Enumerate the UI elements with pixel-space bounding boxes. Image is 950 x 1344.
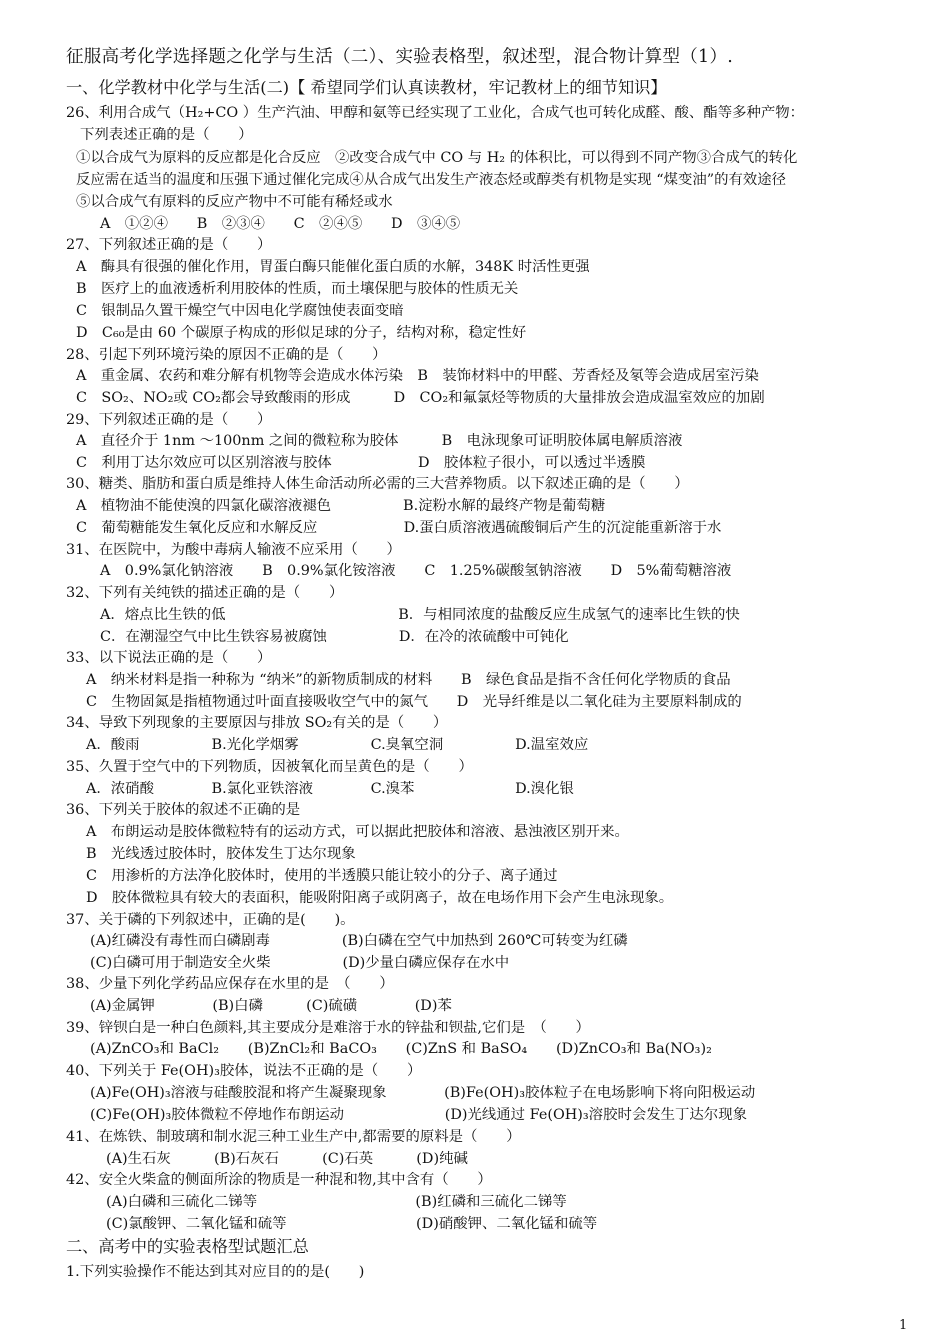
question-line: C 用渗析的方法净化胶体时，使用的半透膜只能让较小的分子、离子通过 xyxy=(86,868,558,884)
question-line: C．在潮湿空气中比生铁容易被腐蚀 D．在冷的浓硫酸中可钝化 xyxy=(100,629,569,645)
question-line: (A)金属钾 (B)白磷 (C)硫磺 (D)苯 xyxy=(90,998,452,1014)
question-line: A 直径介于 1nm ～100nm 之间的微粒称为胶体 B 电泳现象可证明胶体属电解质溶液 xyxy=(76,433,683,449)
question-line: (A)ZnCO₃和 BaCl₂ (B)ZnCl₂和 BaCO₃ (C)ZnS 和 BaSO₄ (D)ZnCO₃和 Ba(NO₃)₂ xyxy=(90,1041,712,1057)
question-line: B 医疗上的血液透析利用胶体的性质，而土壤保肥与胶体的性质无关 xyxy=(76,281,519,297)
question-line: D C₆₀是由 60 个碳原子构成的形似足球的分子，结构对称，稳定性好 xyxy=(76,325,527,341)
question-line: 下列表述正确的是（ ） xyxy=(80,127,253,143)
question-line: A 酶具有很强的催化作用，胃蛋白酶只能催化蛋白质的水解，348K 时活性更强 xyxy=(76,259,590,275)
question-line: (A)生石灰 (B)石灰石 (C)石英 (D)纯碱 xyxy=(106,1151,468,1167)
question-line: C 利用丁达尔效应可以区别溶液与胶体 D 胶体粒子很小，可以透过半透膜 xyxy=(76,455,646,471)
question-line: 34、导致下列现象的主要原因与排放 SO₂有关的是（ ） xyxy=(66,715,448,731)
page-title: 征服高考化学选择题之化学与生活（二）、实验表格型，叙述型，混合物计算型（1）. xyxy=(66,47,734,67)
question-line: 39、锌钡白是一种白色颜料,其主要成分是难溶于水的锌盐和钡盐,它们是 （ ） xyxy=(66,1020,590,1036)
question-line: (C)白磷可用于制造安全火柴 (D)少量白磷应保存在水中 xyxy=(90,955,510,971)
question-line: 28、引起下列环境污染的原因不正确的是（ ） xyxy=(66,347,387,363)
question-line: B 光线透过胶体时，胶体发生丁达尔现象 xyxy=(86,846,356,862)
question-line: 37、关于磷的下列叙述中，正确的是( )。 xyxy=(66,912,355,928)
question-line: C SO₂、NO₂或 CO₂都会导致酸雨的形成 D CO₂和氟氯烃等物质的大量排放会造成温室效应的加剧 xyxy=(76,390,765,406)
question-line: 38、少量下列化学药品应保存在水里的是 （ ） xyxy=(66,976,394,992)
question-line: A 布朗运动是胶体微粒特有的运动方式，可以据此把胶体和溶液、悬浊液区别开来。 xyxy=(86,824,629,840)
question-line: A．熔点比生铁的低 B．与相同浓度的盐酸反应生成氢气的速率比生铁的快 xyxy=(100,607,740,623)
question-line: A 重金属、农药和难分解有机物等会造成水体污染 B 装饰材料中的甲醛、芳香烃及氡等会造成居室污染 xyxy=(76,368,759,384)
question-line: A ①②④ B ②③④ C ②④⑤ D ③④⑤ xyxy=(100,216,461,232)
page-number: 1 xyxy=(899,1318,908,1333)
section-heading-2: 二、高考中的实验表格型试题汇总 xyxy=(66,1237,309,1256)
question-line: A．浓硝酸 B.氯化亚铁溶液 C.溴苯 D.溴化银 xyxy=(86,781,574,797)
question-line: 26、利用合成气（H₂+CO ）生产汽油、甲醇和氨等已经实现了工业化，合成气也可转化成醛、酸、酯等多种产物： xyxy=(66,105,805,121)
question-line: 41、在炼铁、制玻璃和制水泥三种工业生产中,都需要的原料是（ ） xyxy=(66,1129,521,1145)
question-line: ①以合成气为原料的反应都是化合反应 ②改变合成气中 CO 与 H₂ 的体积比，可以得到不同产物③合成气的转化 xyxy=(76,150,798,166)
question-line: C 葡萄糖能发生氧化反应和水解反应 D.蛋白质溶液遇硫酸铜后产生的沉淀能重新溶于水 xyxy=(76,520,722,536)
question-line: 30、糖类、脂肪和蛋白质是维持人体生命活动所必需的三大营养物质。以下叙述正确的是（ ） xyxy=(66,476,689,492)
question-line: A 0.9%氯化钠溶液 B 0.9%氯化铵溶液 C 1.25%碳酸氢钠溶液 D 5%葡萄糖溶液 xyxy=(100,563,732,579)
question-line: (C)氯酸钾、二氧化锰和硫等 (D)硝酸钾、二氧化锰和硫等 xyxy=(106,1216,598,1232)
question-line: ⑤以合成气有原料的反应产物中不可能有稀烃或水 xyxy=(76,194,393,210)
question-line: A 植物油不能使溴的四氯化碳溶液褪色 B.淀粉水解的最终产物是葡萄糖 xyxy=(76,498,606,514)
question-line: 36、下列关于胶体的叙述不正确的是 xyxy=(66,802,301,818)
question-line: (A)Fe(OH)₃溶液与硅酸胶混和将产生凝聚现象 (B)Fe(OH)₃胶体粒子在电场影响下将向阳极运动 xyxy=(90,1085,756,1101)
question-line: 27、下列叙述正确的是（ ） xyxy=(66,237,272,253)
question-line: 反应需在适当的温度和压强下通过催化完成④从合成气出发生产液态烃或醇类有机物是实现 “煤变油”的有效途径 xyxy=(76,172,787,188)
section-heading-1: 一、化学教材中化学与生活(二)【 希望同学们认真读教材，牢记教材上的细节知识】 xyxy=(66,78,667,97)
question-line: 32、下列有关纯铁的描述正确的是（ ） xyxy=(66,585,344,601)
question-line: D 胶体微粒具有较大的表面积，能吸附阳离子或阴离子，故在电场作用下会产生电泳现象。 xyxy=(86,890,674,906)
question-line: (C)Fe(OH)₃胶体微粒不停地作布朗运动 (D)光线通过 Fe(OH)₃溶胶时会发生丁达尔现象 xyxy=(90,1107,747,1123)
question-line: 40、下列关于 Fe(OH)₃胶体，说法不正确的是（ ） xyxy=(66,1063,422,1079)
question-line: A．酸雨 B.光化学烟雾 C.臭氧空洞 D.温室效应 xyxy=(86,737,589,753)
question-line: A 纳米材料是指一种称为 “纳米”的新物质制成的材料 B 绿色食品是指不含任何化学物质的食品 xyxy=(86,672,731,688)
question-line: 31、在医院中，为酸中毒病人输液不应采用（ ） xyxy=(66,542,401,558)
question-line: C 生物固氮是指植物通过叶面直接吸收空气中的氮气 D 光导纤维是以二氧化硅为主要原料制成的 xyxy=(86,694,742,710)
question-line: (A)红磷没有毒性而白磷剧毒 (B)白磷在空气中加热到 260℃可转变为红磷 xyxy=(90,933,628,949)
question-line: C 银制品久置干燥空气中因电化学腐蚀使表面变暗 xyxy=(76,303,404,319)
question-line: 33、以下说法正确的是（ ） xyxy=(66,650,272,666)
question-line: 42、安全火柴盒的侧面所涂的物质是一种混和物,其中含有（ ） xyxy=(66,1172,492,1188)
question-line: (A)白磷和三硫化二锑等 (B)红磷和三硫化二锑等 xyxy=(106,1194,567,1210)
question-line: 29、下列叙述正确的是（ ） xyxy=(66,412,272,428)
question-line: 35、久置于空气中的下列物质，因被氧化而呈黄色的是（ ） xyxy=(66,759,473,775)
question-1-stem: 1.下列实验操作不能达到其对应目的的是( ) xyxy=(66,1264,365,1280)
